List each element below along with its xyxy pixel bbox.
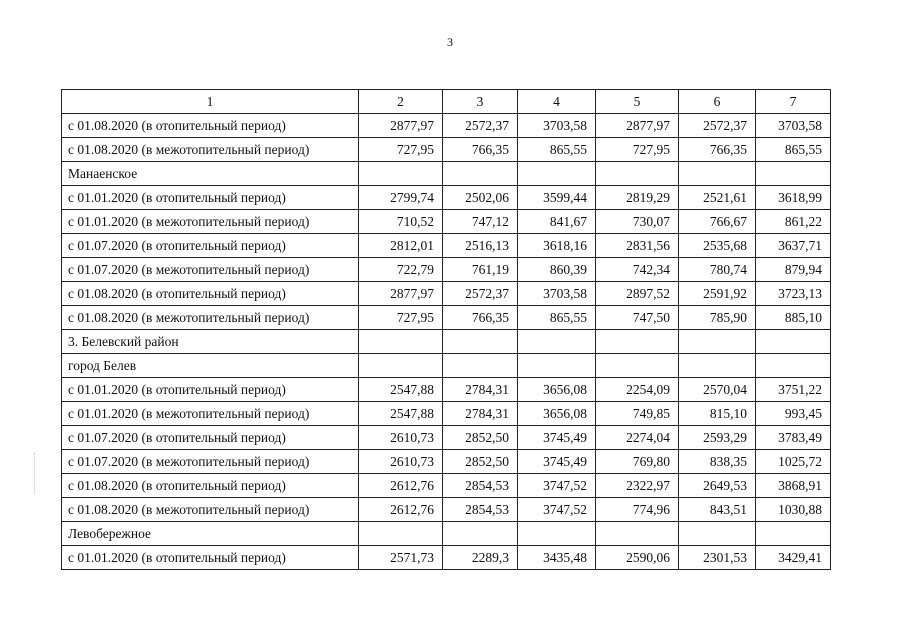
row-label: с 01.07.2020 (в отопительный период) [62, 426, 359, 450]
table-cell [756, 354, 831, 378]
table-cell: 2322,97 [596, 474, 679, 498]
table-cell: 2897,52 [596, 282, 679, 306]
table-cell: 3435,48 [518, 546, 596, 570]
table-row [62, 498, 831, 522]
table-cell: 2593,29 [679, 426, 756, 450]
table-cell: 2547,88 [359, 402, 443, 426]
table-cell [596, 522, 679, 546]
table-cell: 774,96 [596, 498, 679, 522]
table-cell: 747,12 [443, 210, 518, 234]
table-cell: 3745,49 [518, 426, 596, 450]
row-label: с 01.01.2020 (в межотопительный период) [62, 402, 359, 426]
table-cell [679, 162, 756, 186]
table-row [62, 402, 831, 426]
table-cell: 2854,53 [443, 474, 518, 498]
table-cell: 766,35 [443, 306, 518, 330]
table-cell [596, 330, 679, 354]
table-cell: 2570,04 [679, 378, 756, 402]
table-cell: 865,55 [518, 138, 596, 162]
table-cell: 2852,50 [443, 450, 518, 474]
table-cell: 742,34 [596, 258, 679, 282]
table-cell: 785,90 [679, 306, 756, 330]
table-cell: 838,35 [679, 450, 756, 474]
table-cell: 2590,06 [596, 546, 679, 570]
table-row [62, 450, 831, 474]
table-cell [443, 330, 518, 354]
row-label: с 01.07.2020 (в межотопительный период) [62, 258, 359, 282]
table-cell [679, 522, 756, 546]
row-label: с 01.08.2020 (в межотопительный период) [62, 306, 359, 330]
table-cell: 2610,73 [359, 426, 443, 450]
table-cell: 2877,97 [359, 114, 443, 138]
table-cell: 3637,71 [756, 234, 831, 258]
tariff-table [61, 89, 831, 570]
table-body [62, 114, 831, 570]
row-label: 3. Белевский район [62, 330, 359, 354]
table-cell: 2831,56 [596, 234, 679, 258]
table-cell: 2799,74 [359, 186, 443, 210]
table-cell [756, 162, 831, 186]
table-cell: 769,80 [596, 450, 679, 474]
row-label: Левобережное [62, 522, 359, 546]
table-cell: 3723,13 [756, 282, 831, 306]
table-cell: 2516,13 [443, 234, 518, 258]
table-cell: 1025,72 [756, 450, 831, 474]
table-cell: 2535,68 [679, 234, 756, 258]
table-row [62, 522, 831, 546]
table-cell: 885,10 [756, 306, 831, 330]
table-cell: 2572,37 [443, 114, 518, 138]
table-cell: 815,10 [679, 402, 756, 426]
table-cell [518, 330, 596, 354]
table-cell: 749,85 [596, 402, 679, 426]
table-cell: 2854,53 [443, 498, 518, 522]
table-cell: 2301,53 [679, 546, 756, 570]
table-row [62, 546, 831, 570]
row-label: с 01.08.2020 (в отопительный период) [62, 474, 359, 498]
table-row [62, 378, 831, 402]
table-cell: 3703,58 [756, 114, 831, 138]
table-cell: 2289,3 [443, 546, 518, 570]
table-row [62, 138, 831, 162]
table-cell: 766,67 [679, 210, 756, 234]
table-row [62, 258, 831, 282]
table-row [62, 210, 831, 234]
table-cell [518, 354, 596, 378]
table-cell: 2784,31 [443, 378, 518, 402]
table-cell: 2812,01 [359, 234, 443, 258]
table-cell: 2852,50 [443, 426, 518, 450]
table-cell: 3747,52 [518, 474, 596, 498]
table-cell: 3656,08 [518, 378, 596, 402]
table-cell: 2819,29 [596, 186, 679, 210]
table-cell: 841,67 [518, 210, 596, 234]
column-header: 2 [359, 90, 443, 114]
table-cell: 865,55 [518, 306, 596, 330]
table-cell: 843,51 [679, 498, 756, 522]
table-cell [518, 522, 596, 546]
table-cell: 3618,16 [518, 234, 596, 258]
table-cell: 860,39 [518, 258, 596, 282]
table-cell: 993,45 [756, 402, 831, 426]
row-label: с 01.01.2020 (в отопительный период) [62, 186, 359, 210]
scan-artifact [34, 453, 39, 493]
row-label: с 01.08.2020 (в межотопительный период) [62, 498, 359, 522]
row-label: с 01.01.2020 (в отопительный период) [62, 546, 359, 570]
table-cell: 2649,53 [679, 474, 756, 498]
row-label: с 01.01.2020 (в отопительный период) [62, 378, 359, 402]
table-cell: 2572,37 [443, 282, 518, 306]
table-cell [679, 330, 756, 354]
table-row [62, 354, 831, 378]
table-cell [756, 330, 831, 354]
column-header: 6 [679, 90, 756, 114]
table-cell: 710,52 [359, 210, 443, 234]
table-cell: 3656,08 [518, 402, 596, 426]
table-cell [359, 162, 443, 186]
column-header: 1 [62, 90, 359, 114]
table-cell: 879,94 [756, 258, 831, 282]
table-cell [359, 330, 443, 354]
table-cell: 3868,91 [756, 474, 831, 498]
table-row [62, 426, 831, 450]
column-header: 4 [518, 90, 596, 114]
table-cell: 766,35 [443, 138, 518, 162]
table-cell: 3618,99 [756, 186, 831, 210]
table-row [62, 114, 831, 138]
table-row [62, 282, 831, 306]
table-cell [443, 522, 518, 546]
row-label: Манаенское [62, 162, 359, 186]
table-cell: 3751,22 [756, 378, 831, 402]
table-cell: 730,07 [596, 210, 679, 234]
table-cell: 2784,31 [443, 402, 518, 426]
table-cell: 727,95 [359, 306, 443, 330]
table-cell: 3429,41 [756, 546, 831, 570]
table-cell: 780,74 [679, 258, 756, 282]
column-header: 5 [596, 90, 679, 114]
table-cell [518, 162, 596, 186]
column-header: 7 [756, 90, 831, 114]
table-cell: 2502,06 [443, 186, 518, 210]
table-row [62, 330, 831, 354]
row-label: с 01.01.2020 (в межотопительный период) [62, 210, 359, 234]
table-cell: 861,22 [756, 210, 831, 234]
table-cell: 2612,76 [359, 498, 443, 522]
table-cell: 1030,88 [756, 498, 831, 522]
row-label: город Белев [62, 354, 359, 378]
table-row [62, 162, 831, 186]
table-cell [596, 354, 679, 378]
row-label: с 01.08.2020 (в отопительный период) [62, 114, 359, 138]
table-cell: 2591,92 [679, 282, 756, 306]
table-cell: 3745,49 [518, 450, 596, 474]
table-row [62, 234, 831, 258]
table-cell: 3599,44 [518, 186, 596, 210]
table-cell [359, 354, 443, 378]
row-label: с 01.08.2020 (в отопительный период) [62, 282, 359, 306]
table-cell: 3747,52 [518, 498, 596, 522]
table-cell: 865,55 [756, 138, 831, 162]
table-cell [443, 162, 518, 186]
table-cell: 2877,97 [596, 114, 679, 138]
row-label: с 01.07.2020 (в межотопительный период) [62, 450, 359, 474]
table-cell: 2547,88 [359, 378, 443, 402]
table-cell: 761,19 [443, 258, 518, 282]
table-cell: 766,35 [679, 138, 756, 162]
table-header-row [62, 90, 831, 114]
table-cell: 747,50 [596, 306, 679, 330]
table-cell: 727,95 [596, 138, 679, 162]
table-cell: 2521,61 [679, 186, 756, 210]
table-cell [443, 354, 518, 378]
column-header: 3 [443, 90, 518, 114]
row-label: с 01.08.2020 (в межотопительный период) [62, 138, 359, 162]
table-cell: 2612,76 [359, 474, 443, 498]
table-row [62, 306, 831, 330]
table-cell: 2274,04 [596, 426, 679, 450]
table-cell [679, 354, 756, 378]
table-cell [596, 162, 679, 186]
table-cell [359, 522, 443, 546]
table-cell: 2571,73 [359, 546, 443, 570]
table-cell: 3783,49 [756, 426, 831, 450]
table-cell: 3703,58 [518, 282, 596, 306]
row-label: с 01.07.2020 (в отопительный период) [62, 234, 359, 258]
page-number: 3 [447, 35, 453, 49]
table-cell: 2877,97 [359, 282, 443, 306]
table-row [62, 186, 831, 210]
table-cell: 3703,58 [518, 114, 596, 138]
table-cell: 2572,37 [679, 114, 756, 138]
table-cell: 2254,09 [596, 378, 679, 402]
table-cell [756, 522, 831, 546]
table-cell: 727,95 [359, 138, 443, 162]
table-row [62, 474, 831, 498]
table-cell: 2610,73 [359, 450, 443, 474]
table-cell: 722,79 [359, 258, 443, 282]
